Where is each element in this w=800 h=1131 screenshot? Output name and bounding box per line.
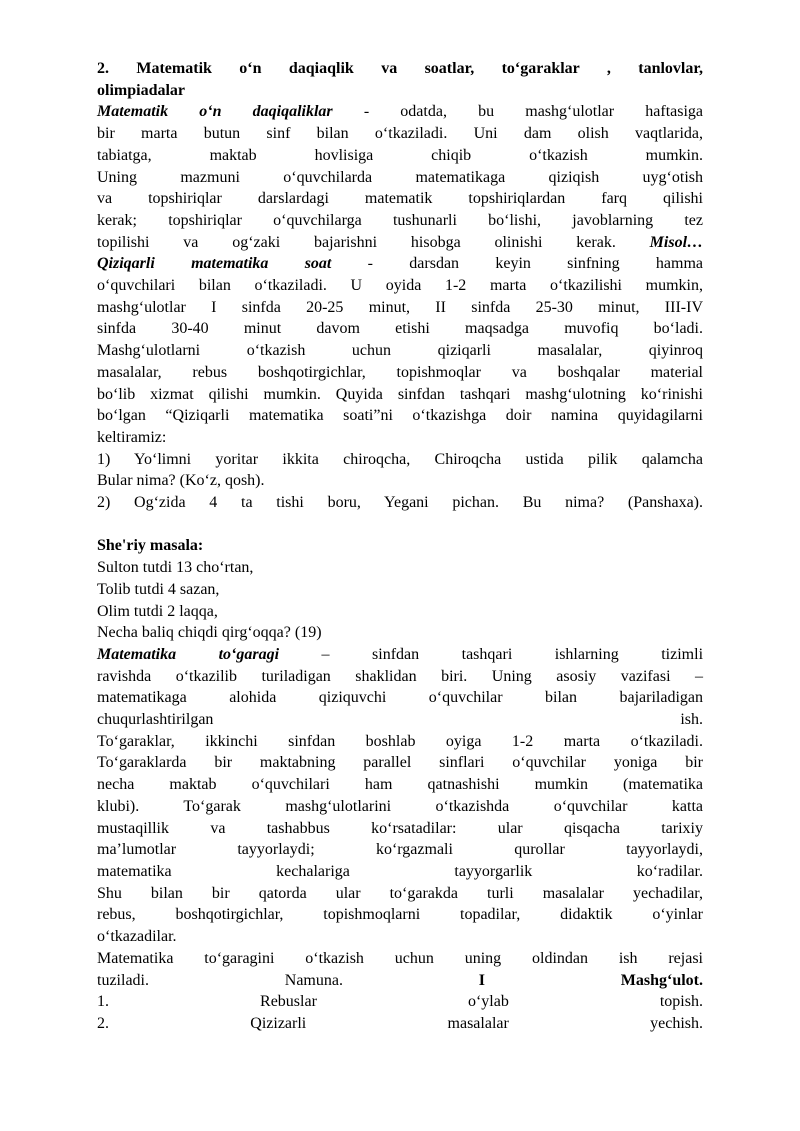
riddle-item-cont: Bular nima? (Ko‘z, qosh).	[97, 472, 265, 490]
term-math-club: Matematika to‘garagi	[97, 645, 280, 663]
poem-line: Necha baliq chiqdi qirg‘oqqa? (19)	[97, 624, 322, 642]
poem-line: Tolib tutdi 4 sazan,	[97, 580, 220, 598]
riddle-list	[97, 449, 703, 514]
term-math-hour: Qiziqarli matematika soat	[97, 255, 332, 273]
paragraph-clubs: To‘garaklar, ikkinchi sinfdan boshlab oyiga 1-2 marta o‘tkaziladi. To‘garaklarda bir maktabning parallel sinflari o‘quvchilar yoniga bir necha maktab o‘quvchilari ham qatnashishi mumkin (matematika klubi). To‘garak mashg‘ulotlarini o‘tkazishda o‘quvchilar katta mustaqillik va tashabbus ko‘rsatadilar: ular qisqacha tarixiy ma’lumotlar tayyorlaydi; ko‘rgazmali qurollar tayyorlaydi, matematika kechalariga tayyorgarlik ko‘radilar.	[97, 732, 703, 880]
plan-item: 2. Qizizarli masalalar yechish.	[97, 1014, 703, 1032]
poem-line: Olim tutdi 2 laqqa,	[97, 602, 218, 620]
poem-problem	[97, 535, 703, 644]
poem-line: Sulton tutdi 13 cho‘rtan,	[97, 559, 254, 577]
sample-label: Namuna.	[284, 971, 343, 989]
paragraph-math-minutes: Matematik o‘n daqiqaliklar - odatda, bu mashg‘ulotlar haftasiga bir marta butun sinf bilan o‘tkaziladi. Uni dam olish vaqtlarida, tabiatga, maktab hovlisiga chiqib o‘tkazish mumkin. Uning mazmuni o‘quvchilarda matematikaga qiziqish uyg‘otish va topshiriqlar darslardagi matematik topshiriqlardan farq qilishi kerak; topshiriqlar o‘quvchilarga tushunarli bo‘lishi, javoblarning tez topilishi va og‘zaki bajarishni hisobga olinishi kerak. Misol…	[97, 103, 704, 251]
example-label: Misol…	[649, 233, 704, 251]
document-page	[97, 58, 703, 1035]
poem-title: She'riy masala:	[97, 537, 204, 555]
lesson-label: Mashg‘ulot.	[620, 971, 703, 989]
paragraph-math-club: Matematika to‘garagi – sinfdan tashqari ishlarning tizimli ravishda o‘tkazilib turiladigan shaklidan biri. Uning asosiy vazifasi – matematikaga alohida qiziquvchi o‘quvchilar bilan bajariladigan chuqurlashtirilgan ish.	[97, 645, 704, 729]
paragraph-math-hour: Qiziqarli matematika soat - darsdan keyin sinfning hamma o‘quvchilari bilan o‘tkaziladi. U oyida 1-2 marta o‘tkazilishi mumkin, mashg‘ulotlar I sinfda 20-25 minut, II sinfda 25-30 minut, III-IV sinfda 30-40 minut davom etishi maqsadga muvofiq bo‘ladi. Mashg‘ulotlarni o‘tkazish uchun qiziqarli masalalar, qiyinroq masalalar, rebus boshqotirgichlar, topishmoqlar va boshqalar material bo‘lib xizmat qilishi mumkin. Quyida sinfdan tashqari mashg‘ulotning ko‘rinishi bo‘lgan “Qiziqarli matematika soati”ni o‘tkazishga doir namina quyidagilarni keltiramiz:	[97, 255, 704, 446]
term-math-minutes: Matematik o‘n daqiqaliklar	[97, 103, 333, 121]
plan-list	[97, 991, 703, 1034]
paragraph-work-plan: Matematika to‘garagini o‘tkazish uchun uning oldindan ish rejasi tuziladi. Namuna. I Mashg‘ulot.	[97, 948, 703, 991]
lesson-number: I	[478, 971, 485, 989]
riddle-item: 1) Yo‘limni yoritar ikkita chiroqcha, Chiroqcha ustida pilik qalamcha	[97, 450, 703, 468]
plan-item: 1. Rebuslar o‘ylab topish.	[97, 993, 703, 1011]
paragraph-club-activities: Shu bilan bir qatorda ular to‘garakda turli masalalar yechadilar, rebus, boshqotirgichlar, topishmoqlarni topadilar, didaktik o‘yinlar o‘tkazadilar.	[97, 884, 703, 946]
section-heading-cont: olimpiadalar	[97, 81, 186, 99]
riddle-item: 2) Og‘zida 4 ta tishi boru, Yegani pichan. Bu nima? (Panshaxa).	[97, 494, 703, 512]
section-heading: 2. Matematik o‘n daqiaqlik va soatlar, to‘garaklar , tanlovlar,	[97, 60, 703, 77]
